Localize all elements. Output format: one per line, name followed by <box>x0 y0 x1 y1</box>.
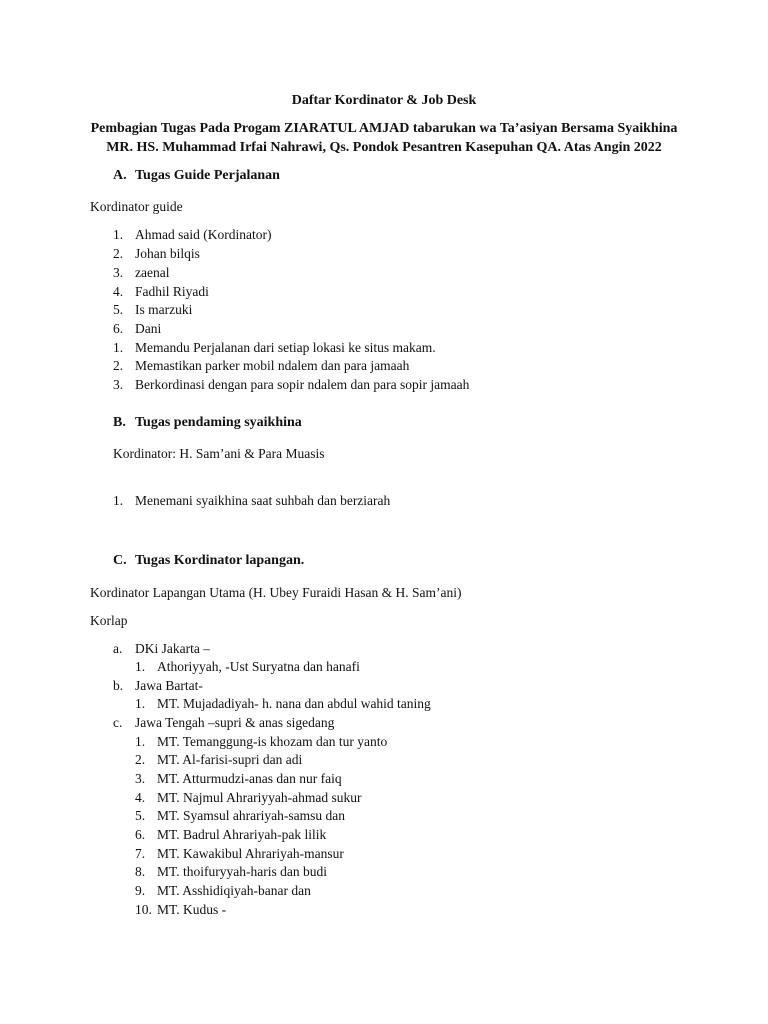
list-item-number: 3. <box>135 771 146 786</box>
list-item-number: 1. <box>135 696 146 711</box>
list-item-number: 1. <box>113 340 124 355</box>
list-item-text: MT. Mujadadiyah- h. nana dan abdul wahid taning <box>157 696 431 711</box>
region-marker: b. <box>113 678 124 693</box>
section-c-heading: Tugas Kordinator lapangan. <box>135 553 305 568</box>
list-item-text: Fadhil Riyadi <box>135 284 209 299</box>
list-item-text: Is marzuki <box>135 302 193 317</box>
list-item-text: Ahmad said (Kordinator) <box>135 227 272 242</box>
list-item-text: MT. Syamsul ahrariyah-samsu dan <box>157 808 345 823</box>
list-item-text: MT. Badrul Ahrariyah-pak lilik <box>157 827 327 842</box>
list-item-text: MT. Atturmudzi-anas dan nur faiq <box>157 771 342 786</box>
list-item-text: MT. Temanggung-is khozam dan tur yanto <box>157 734 388 749</box>
list-item-number: 7. <box>135 846 146 861</box>
list-item-number: 5. <box>113 302 124 317</box>
section-c-intro: Kordinator Lapangan Utama (H. Ubey Furaidi Hasan & H. Sam’ani) <box>90 585 462 600</box>
list-item-text: MT. Al-farisi-supri dan adi <box>157 752 303 767</box>
list-item-text: MT. Asshidiqiyah-banar dan <box>157 883 311 898</box>
list-item-number: 6. <box>135 827 146 842</box>
list-item-number: 5. <box>135 808 146 823</box>
document-subtitle-line1: Pembagian Tugas Pada Progam ZIARATUL AMJAD tabarukan wa Ta’asiyan Bersama Syaikhina <box>90 121 678 136</box>
list-item-number: 4. <box>113 284 124 299</box>
list-item-number: 1. <box>113 227 124 242</box>
document-subtitle-line2: MR. HS. Muhammad Irfai Nahrawi, Qs. Pondok Pesantren Kasepuhan QA. Atas Angin 2022 <box>106 140 662 155</box>
section-a-marker: A. <box>113 168 127 183</box>
list-item-number: 2. <box>135 752 146 767</box>
list-item-text: Memandu Perjalanan dari setiap lokasi ke situs makam. <box>135 340 436 355</box>
list-item-number: 2. <box>113 246 124 261</box>
section-b-intro: Kordinator: H. Sam’ani & Para Muasis <box>113 446 325 461</box>
section-a-intro: Kordinator guide <box>90 199 183 214</box>
list-item-text: Dani <box>135 321 162 336</box>
list-item-number: 1. <box>135 659 146 674</box>
region-marker: c. <box>113 715 123 730</box>
list-item-text: Athoriyyah, -Ust Suryatna dan hanafi <box>157 659 360 674</box>
list-item-text: Berkordinasi dengan para sopir ndalem dan para sopir jamaah <box>135 377 470 392</box>
korlap-label: Korlap <box>90 613 128 628</box>
list-item-text: Memastikan parker mobil ndalem dan para jamaah <box>135 358 410 373</box>
section-b-marker: B. <box>113 415 126 430</box>
list-item-number: 8. <box>135 864 146 879</box>
list-item-text: MT. Kawakibul Ahrariyah-mansur <box>157 846 344 861</box>
list-item-text: MT. thoifuryyah-haris dan budi <box>157 864 327 879</box>
region-name: Jawa Bartat- <box>135 678 203 693</box>
list-item-number: 4. <box>135 790 146 805</box>
region-name: DKi Jakarta – <box>135 641 210 656</box>
list-item-text: MT. Kudus - <box>157 902 227 917</box>
list-item-number: 1. <box>135 734 146 749</box>
region-name: Jawa Tengah –supri & anas sigedang <box>135 715 335 730</box>
list-item-number: 3. <box>113 377 124 392</box>
list-item-number: 3. <box>113 265 124 280</box>
section-a-heading: Tugas Guide Perjalanan <box>135 168 280 183</box>
list-item-text: MT. Najmul Ahrariyyah-ahmad sukur <box>157 790 362 805</box>
list-item-number: 1. <box>113 493 124 508</box>
list-item-number: 9. <box>135 883 146 898</box>
list-item-text: Johan bilqis <box>135 246 200 261</box>
list-item-text: zaenal <box>135 265 170 280</box>
list-item-number: 10. <box>135 902 152 917</box>
section-b-heading: Tugas pendaming syaikhina <box>135 415 302 430</box>
section-c-marker: C. <box>113 553 127 568</box>
document-title: Daftar Kordinator & Job Desk <box>291 93 477 108</box>
region-marker: a. <box>113 641 123 656</box>
list-item-number: 6. <box>113 321 124 336</box>
list-item-number: 2. <box>113 358 124 373</box>
list-item-text: Menemani syaikhina saat suhbah dan berziarah <box>135 493 391 508</box>
